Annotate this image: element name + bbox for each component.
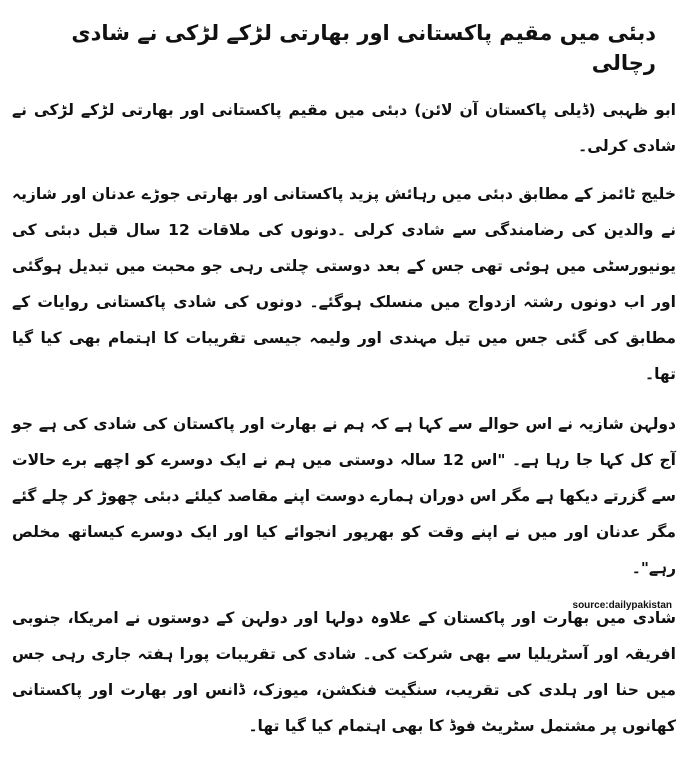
article-headline: دبئی میں مقیم پاکستانی اور بھارتی لڑکے لڑکی نے شادی رچالی	[71, 21, 656, 75]
article	[12, 18, 676, 758]
article-paragraph-report: خلیج ٹائمز کے مطابق دبئی میں رہائش پزید پاکستانی اور بھارتی جوڑے عدنان اور شازیہ نے والدین کی رضامندگی سے شادی کرلی ۔دونوں کی ملاقات 12 سال قبل دبئی کی یونیورسٹی میں ہوئی تھی جس کے بعد دوستی چلتی رہی جو محبت میں تبدیل ہوگئی اور اب دونوں رشتہ ازدواج میں منسلک ہوگئے۔ دونوں کی شادی پاکستانی روایات کے مطابق کی گئی جس میں تیل مہندی اور ولیمہ جیسی تقریبات کا اہتمام بھی کیا گیا تھا۔	[12, 185, 676, 383]
article-paragraph-dateline: ابو ظہبی (ڈیلی پاکستان آن لائن) دبئی میں مقیم پاکستانی اور بھارتی لڑکے لڑکی نے شادی کرلی۔	[12, 101, 676, 155]
article-paragraph-quote: دولہن شازیہ نے اس حوالے سے کہا ہے کہ ہم نے بھارت اور پاکستان کی شادی کی ہے جو آج کل کہا جا رہا ہے۔ "اس 12 سالہ دوستی میں ہم نے ایک دوسرے کو اچھے برے حالات سے گزرتے دیکھا ہے مگر اس دوران ہمارے دوست اپنے مقاصد کیلئے دبئی چھوڑ کر چلے گئے مگر عدنان اور میں نے اپنے وقت کو بھرپور انجوائے کیا اور ایک دوسرے کیساتھ مخلص رہے"۔	[12, 415, 676, 577]
source-credit: source:dailypakistan	[572, 600, 672, 611]
article-paragraph-ceremony: شادی میں بھارت اور پاکستان کے علاوہ دولہا اور دولہن کے دوستوں نے امریکا، جنوبی افریقہ اور آسٹریلیا سے بھی شرکت کی۔ شادی کی تقریبات پورا ہفتہ جاری رہی جس میں حنا اور ہلدی کی تقریب، سنگیت فنکشن، میوزک، ڈانس اور بھارت اور پاکستانی کھانوں پر مشتمل سٹریٹ فوڈ کا بھی اہتمام کیا گیا تھا۔	[12, 609, 676, 735]
